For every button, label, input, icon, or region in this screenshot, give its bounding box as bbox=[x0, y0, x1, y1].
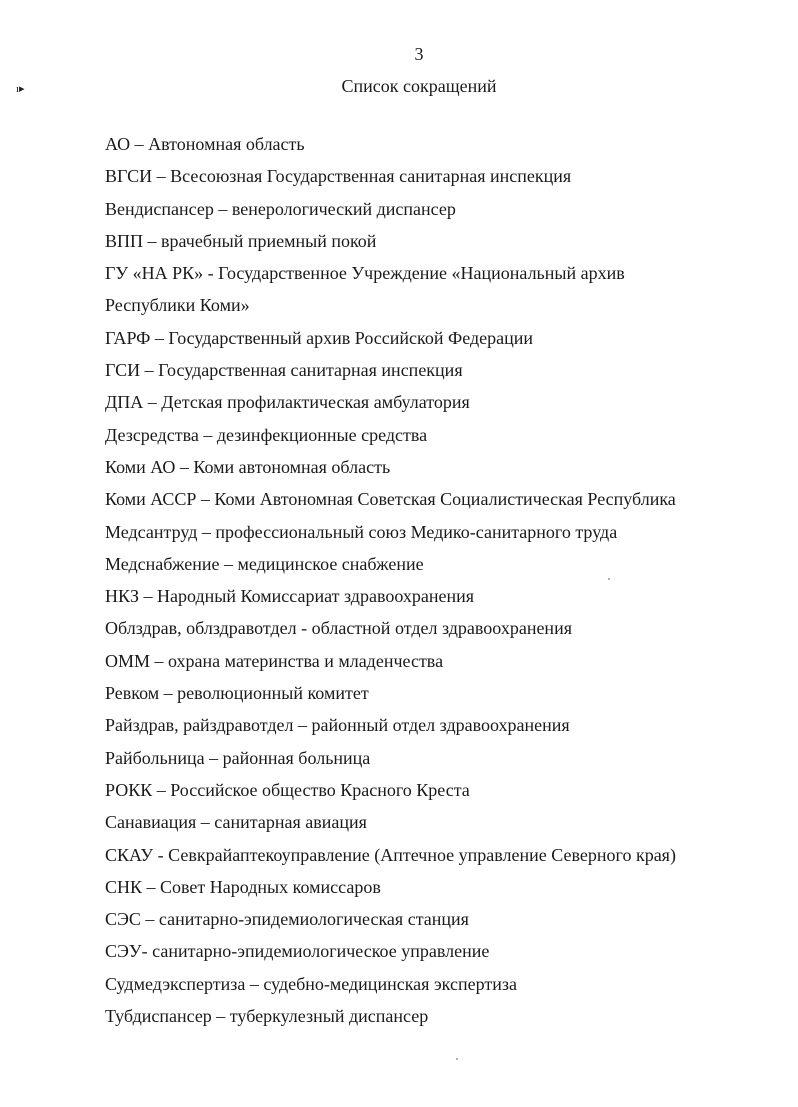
list-item: Вендиспансер – венерологический диспансер bbox=[105, 198, 456, 219]
list-item: ГУ «НА РК» - Государственное Учреждение «Национальный архив bbox=[105, 263, 625, 284]
list-item: Тубдиспансер – туберкулезный диспансер bbox=[105, 1006, 429, 1027]
scan-mark: ı▸ bbox=[16, 83, 25, 95]
list-item: ОММ – охрана материнства и младенчества bbox=[105, 650, 444, 671]
list-item: Санавиация – санитарная авиация bbox=[105, 812, 367, 833]
list-item: Судмедэкспертиза – судебно-медицинская экспертиза bbox=[105, 973, 517, 994]
page-number: 3 bbox=[414, 44, 424, 64]
list-item: Дезсредства – дезинфекционные средства bbox=[105, 424, 428, 445]
list-item: АО – Автономная область bbox=[105, 134, 305, 154]
list-item: Облздрав, облздравотдел - областной отдел здравоохранения bbox=[105, 618, 572, 639]
list-item: РОКК – Российское общество Красного Креста bbox=[105, 779, 470, 800]
list-item: Коми АО – Коми автономная область bbox=[105, 456, 391, 477]
list-item: Ревком – революционный комитет bbox=[105, 683, 369, 704]
list-item: СКАУ - Севкрайаптекоуправление (Аптечное управление Северного края) bbox=[105, 844, 676, 865]
scan-speck bbox=[608, 578, 610, 580]
list-item: Райбольница – районная больница bbox=[105, 747, 371, 768]
list-item: ГАРФ – Государственный архив Российской Федерации bbox=[105, 327, 533, 348]
list-item: ВГСИ – Всесоюзная Государственная санитарная инспекция bbox=[105, 166, 572, 187]
list-item: Райздрав, райздравотдел – районный отдел здравоохранения bbox=[105, 715, 570, 736]
list-item: ДПА – Детская профилактическая амбулатория bbox=[105, 392, 470, 413]
abbreviation-list bbox=[105, 128, 785, 1032]
page-title: Список сокращений bbox=[341, 76, 497, 96]
scan-speck bbox=[456, 1058, 458, 1060]
list-item: Медсантруд – профессиональный союз Медико-санитарного труда bbox=[105, 521, 618, 542]
list-item: СЭС – санитарно-эпидемиологическая станция bbox=[105, 909, 469, 930]
list-item: Медснабжение – медицинское снабжение bbox=[105, 553, 424, 574]
list-item: СНК – Совет Народных комиссаров bbox=[105, 876, 381, 897]
list-item: ГСИ – Государственная санитарная инспекция bbox=[105, 360, 463, 381]
list-item: Коми АССР – Коми Автономная Советская Социалистическая Республика bbox=[105, 489, 676, 510]
list-item: Республики Коми» bbox=[105, 295, 250, 316]
list-item: ВПП – врачебный приемный покой bbox=[105, 230, 377, 251]
list-item: НКЗ – Народный Комиссариат здравоохранения bbox=[105, 586, 475, 607]
list-item: СЭУ- санитарно-эпидемиологическое управление bbox=[105, 941, 490, 962]
